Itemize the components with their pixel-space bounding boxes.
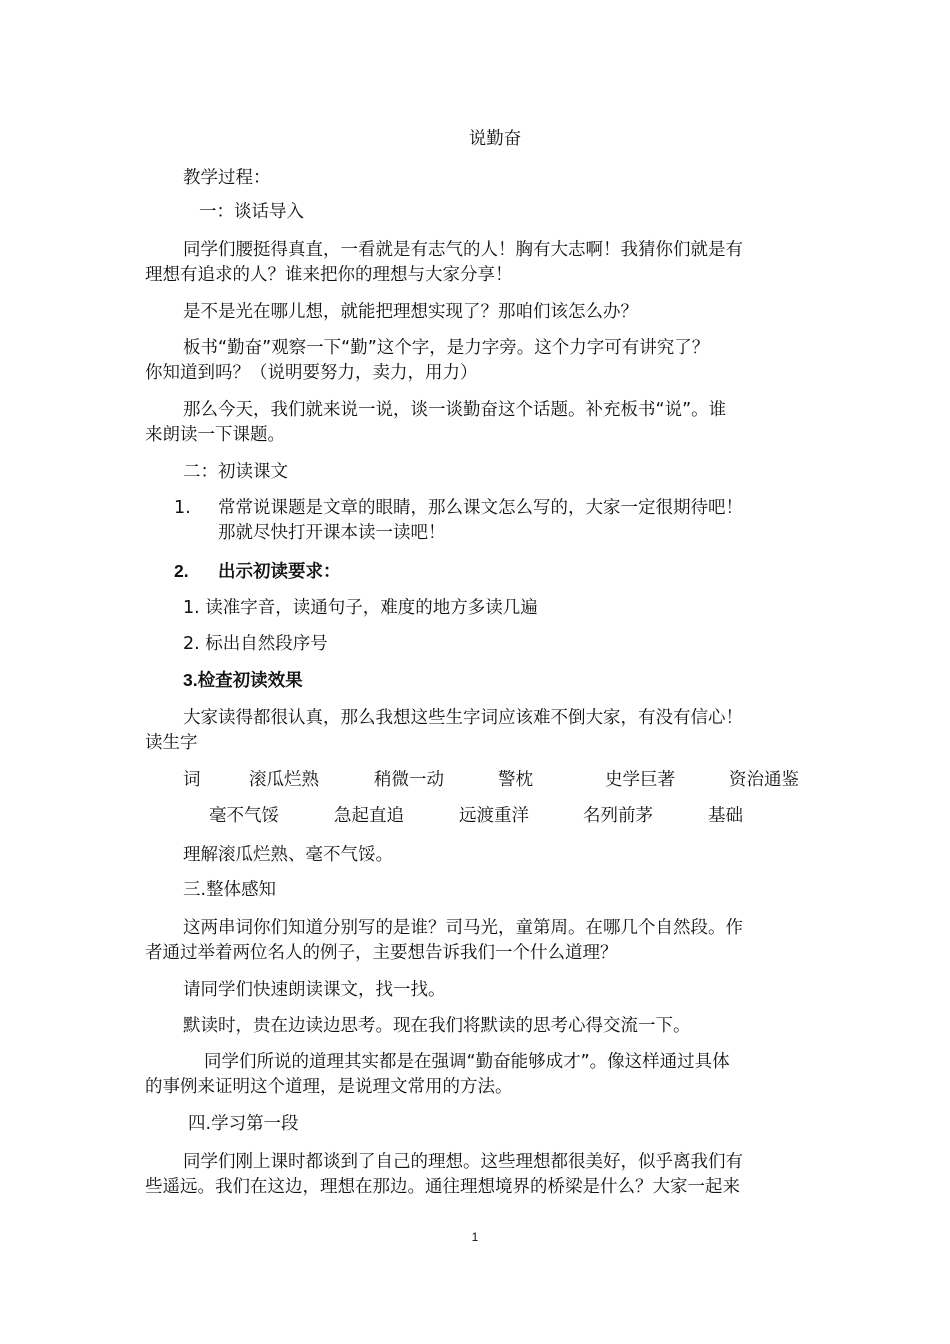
- vocabulary-word: 资治通鉴: [729, 770, 799, 790]
- paragraph-7-line-1: 这两串词你们知道分别写的是谁？司马光，童第周。在哪几个自然段。作: [183, 918, 743, 938]
- list-item-2: [174, 558, 834, 584]
- list-item-1-text: 常常说课题是文章的眼睛，那么课文怎么写的，大家一定很期待吧！: [218, 498, 743, 518]
- paragraph-8: 请同学们快速朗读课文，找一找。: [183, 980, 446, 1000]
- requirement-1: 1. 读准字音，读通句子，难度的地方多读几遍: [183, 598, 538, 618]
- list-item-3: 3.检查初读效果: [183, 670, 303, 690]
- paragraph-3-line-1: 板书“勤奋”观察一下“勤”这个字，是力字旁。这个力字可有讲究了？: [183, 338, 710, 358]
- list-item-2-number: 2.: [174, 561, 189, 581]
- vocabulary-word: 急起直追: [334, 806, 404, 826]
- list-item-1-number: 1.: [174, 498, 191, 518]
- vocabulary-word: 名列前茅: [583, 806, 653, 826]
- paragraph-10-line-1: 同学们所说的道理其实都是在强调“勤奋能够成才”。像这样通过具体: [204, 1052, 730, 1072]
- vocabulary-word: 基础: [708, 806, 743, 826]
- section-heading-1: 一：谈话导入: [199, 202, 304, 222]
- list-item-2-text: 出示初读要求：: [218, 561, 341, 581]
- vocabulary-word: 词: [183, 770, 201, 790]
- vocabulary-word: 稍微一动: [374, 770, 444, 790]
- paragraph-5-line-2: 读生字: [145, 733, 198, 753]
- paragraph-11-line-2: 些遥远。我们在这边，理想在那边。通往理想境界的桥梁是什么？大家一起来: [145, 1177, 740, 1197]
- list-item-1-line-1: [174, 495, 834, 521]
- section-heading-4: 四.学习第一段: [188, 1114, 299, 1134]
- heading-teaching-process: 教学过程：: [183, 168, 271, 188]
- paragraph-1-line-2: 理想有追求的人？谁来把你的理想与大家分享！: [145, 265, 513, 285]
- requirement-2: 2. 标出自然段序号: [183, 634, 328, 654]
- vocabulary-word: 远渡重洋: [459, 806, 529, 826]
- paragraph-10-line-2: 的事例来证明这个道理，是说理文常用的方法。: [145, 1077, 513, 1097]
- paragraph-1-line-1: 同学们腰挺得真直，一看就是有志气的人！胸有大志啊！我猜你们就是有: [183, 240, 743, 260]
- paragraph-4-line-1: 那么今天，我们就来说一说，谈一谈勤奋这个话题。补充板书“说”。谁: [183, 400, 727, 420]
- paragraph-5-line-1: 大家读得都很认真，那么我想这些生字词应该难不倒大家，有没有信心！: [183, 708, 743, 728]
- document-title: 说勤奋: [468, 129, 522, 149]
- paragraph-3-line-2: 你知道到吗？（说明要努力，卖力，用力）: [145, 363, 478, 383]
- section-heading-3: 三.整体感知: [183, 880, 277, 900]
- page-number: 1: [471, 1230, 479, 1244]
- paragraph-7-line-2: 者通过举着两位名人的例子，主要想告诉我们一个什么道理？: [145, 943, 618, 963]
- paragraph-4-line-2: 来朗读一下课题。: [145, 425, 285, 445]
- section-heading-2: 二：初读课文: [183, 462, 288, 482]
- paragraph-9: 默读时，贵在边读边思考。现在我们将默读的思考心得交流一下。: [183, 1016, 691, 1036]
- list-item-1-line-2: 那就尽快打开课本读一读吧！: [218, 523, 446, 543]
- vocabulary-word: 史学巨著: [605, 770, 675, 790]
- paragraph-2: 是不是光在哪儿想，就能把理想实现了？那咱们该怎么办？: [183, 302, 638, 322]
- vocabulary-word: 毫不气馁: [209, 806, 279, 826]
- paragraph-6: 理解滚瓜烂熟、毫不气馁。: [183, 845, 393, 865]
- vocabulary-word: 警枕: [498, 770, 533, 790]
- paragraph-11-line-1: 同学们刚上课时都谈到了自己的理想。这些理想都很美好，似乎离我们有: [183, 1152, 743, 1172]
- vocabulary-word: 滚瓜烂熟: [249, 770, 319, 790]
